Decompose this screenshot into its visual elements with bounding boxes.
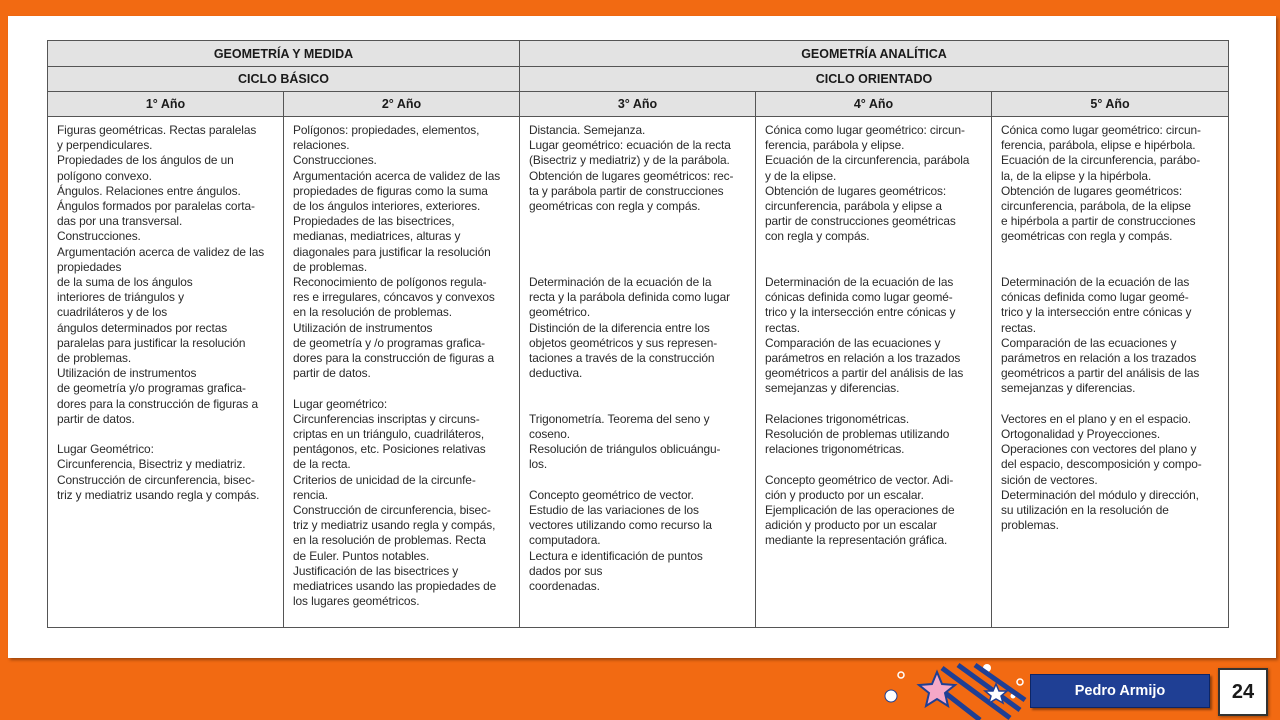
year-header-1: 1° Año: [48, 92, 284, 117]
year-2-content-cell: [284, 117, 520, 628]
cell-text-line: Ejemplicación de las operaciones de: [765, 503, 955, 518]
cell-text-line: geométricos a partir del análisis de las: [1001, 366, 1200, 381]
cell-text-line: Estudio de las variaciones de los: [529, 503, 699, 518]
year-1-content-cell: [48, 117, 284, 628]
cell-text-line: geométrico.: [529, 305, 591, 320]
cell-text-line: ta y parábola partir de construcciones: [529, 183, 724, 198]
cell-text-line: vectores utilizando como recurso la: [529, 518, 712, 533]
cell-text-line: circunferencia, parábola y elipse a: [765, 199, 942, 214]
cell-text-line: de la recta.: [293, 457, 351, 472]
cell-text-line: trico y la intersección entre cónicas y: [1001, 305, 1192, 320]
cell-text-line: Trigonometría. Teorema del seno y: [529, 411, 710, 426]
cell-text-line: partir de datos.: [57, 411, 135, 426]
cell-text-line: partir de datos.: [293, 366, 371, 381]
cell-text-line: Polígonos: propiedades, elementos,: [293, 123, 480, 137]
page-number-box: 24: [1218, 668, 1268, 716]
cell-text-line: coseno.: [529, 427, 570, 442]
cell-text-line: Resolución de triángulos oblicuángu-: [529, 442, 721, 457]
cell-text-line: adición y producto por un escalar: [765, 518, 937, 533]
cell-text-line: Concepto geométrico de vector.: [529, 487, 694, 502]
cell-text-line: parámetros en relación a los trazados: [765, 351, 961, 366]
year-5-content-cell: [992, 117, 1229, 628]
cell-text-line: Construcciones.: [57, 229, 141, 244]
cell-text-line: [529, 381, 749, 396]
cell-text-line: Determinación de la ecuación de las: [765, 275, 954, 290]
year-4-content-cell: [756, 117, 992, 628]
top-border-strip: [0, 0, 1280, 14]
cell-text-line: los.: [529, 457, 548, 472]
cell-text-line: ción y producto por un escalar.: [765, 487, 924, 502]
cell-text-line: en la resolución de problemas. Recta: [293, 533, 486, 548]
blue-stripes: [935, 665, 1025, 720]
cell-text-line: Lugar geométrico:: [293, 396, 388, 411]
cell-text-line: geométricas con regla y compás.: [1001, 229, 1173, 244]
cell-text-line: Comparación de las ecuaciones y: [765, 335, 941, 350]
year-header-2: 2° Año: [284, 92, 520, 117]
cell-text-line: Determinación de la ecuación de las: [1001, 275, 1190, 290]
cell-text-line: con regla y compás.: [765, 229, 870, 244]
year-header-5: 5° Año: [992, 92, 1229, 117]
cell-text-line: coordenadas.: [529, 579, 600, 594]
cell-text-line: polígono convexo.: [57, 168, 152, 183]
cell-text-line: [529, 214, 749, 229]
cell-text-line: Argumentación acerca de validez de las: [57, 244, 265, 259]
cell-text-line: Justificación de las bisectrices y: [293, 563, 459, 578]
cell-text-line: pentágonos, etc. Posiciones relativas: [293, 442, 486, 457]
cell-text-line: ángulos determinados por rectas: [57, 320, 228, 335]
cell-text-line: en la resolución de problemas.: [293, 305, 452, 320]
cell-text-line: [765, 397, 985, 412]
cell-text-line: Reconocimiento de polígonos regula-: [293, 275, 487, 290]
cell-text-line: triz y mediatriz usando regla y compás.: [57, 487, 260, 502]
cell-text-line: Circunferencia, Bisectriz y mediatriz.: [57, 457, 246, 472]
cell-text-line: Construcciones.: [293, 153, 377, 168]
cell-text-line: dores para la construcción de figuras a: [293, 351, 494, 366]
cell-text-line: Construcción de circunferencia, bisec-: [57, 472, 255, 487]
cell-text-line: deductiva.: [529, 366, 583, 381]
cell-text-line: e hipérbola a partir de construcciones: [1001, 214, 1196, 229]
cell-text-line: dados por sus: [529, 563, 603, 578]
cell-text-line: [765, 245, 985, 260]
cell-text-line: Operaciones con vectores del plano y: [1001, 442, 1197, 457]
cell-text-line: ferencia, parábola y elipse.: [765, 138, 905, 153]
cell-text-line: taciones a través de la construcción: [529, 351, 715, 366]
cell-text-line: [57, 427, 277, 442]
cell-text-line: Propiedades de los ángulos de un: [57, 153, 234, 168]
cell-text-line: Lugar Geométrico:: [57, 442, 154, 457]
year-3-content-cell: [520, 117, 756, 628]
header-ciclo-orientado: CICLO ORIENTADO: [520, 67, 1229, 92]
header-ciclo-basico: CICLO BÁSICO: [48, 67, 520, 92]
cell-text-line: rectas.: [765, 320, 800, 335]
pink-star-icon: [919, 672, 955, 706]
cell-text-line: Criterios de unicidad de la circunfe-: [293, 472, 476, 487]
cell-text-line: computadora.: [529, 533, 601, 548]
cell-text-line: interiores de triángulos y: [57, 290, 184, 305]
cell-text-line: problemas.: [1001, 518, 1059, 533]
cell-text-line: Vectores en el plano y en el espacio.: [1001, 411, 1191, 426]
cell-text-line: rencia.: [293, 487, 328, 502]
cell-text-line: sición de vectores.: [1001, 472, 1098, 487]
cell-text-line: Cónica como lugar geométrico: circun-: [1001, 123, 1201, 137]
cell-text-line: das por una transversal.: [57, 214, 183, 229]
cell-text-line: Construcción de circunferencia, bisec-: [293, 503, 491, 518]
header-geometria-medida: GEOMETRÍA Y MEDIDA: [48, 41, 520, 67]
cell-text-line: Utilización de instrumentos: [293, 320, 433, 335]
cell-text-line: Distancia. Semejanza.: [529, 123, 646, 137]
cell-text-line: [529, 473, 749, 488]
cell-text-line: de geometría y/o programas grafica-: [57, 381, 246, 396]
cell-text-line: Ecuación de la circunferencia, parábo-: [1001, 153, 1201, 168]
cell-text-line: [765, 457, 985, 472]
cell-text-line: propiedades de figuras como la suma: [293, 183, 488, 198]
curriculum-table: [47, 40, 1229, 628]
cell-text-line: res e irregulares, cóncavos y convexos: [293, 290, 495, 305]
cell-text-line: de geometría y /o programas grafica-: [293, 335, 486, 350]
cell-text-line: partir de construcciones geométricas: [765, 214, 956, 229]
cell-text-line: (Bisectriz y mediatriz) y de la parábola.: [529, 153, 730, 168]
cell-text-line: Distinción de la diferencia entre los: [529, 320, 710, 335]
cell-text-line: Cónica como lugar geométrico: circun-: [765, 123, 965, 137]
cell-text-line: dores para la construcción de figuras a: [57, 396, 258, 411]
cell-text-line: mediante la representación gráfica.: [765, 533, 948, 548]
cell-text-line: y de la elipse.: [765, 168, 837, 183]
cell-text-line: Argumentación acerca de validez de las: [293, 168, 501, 183]
cell-text-line: su utilización en la resolución de: [1001, 503, 1169, 518]
author-badge: Pedro Armijo: [1030, 674, 1210, 708]
cell-text-line: Obtención de lugares geométricos:: [765, 183, 947, 198]
cell-text-line: mediatrices usando las propiedades de: [293, 579, 497, 594]
cell-text-line: criptas en un triángulo, cuadriláteros,: [293, 427, 485, 442]
cell-text-line: [529, 260, 749, 275]
cell-text-line: medianas, mediatrices, alturas y: [293, 229, 461, 244]
cell-text-line: [529, 245, 749, 260]
cell-text-line: parámetros en relación a los trazados: [1001, 351, 1197, 366]
year-header-4: 4° Año: [756, 92, 992, 117]
cell-text-line: trico y la intersección entre cónicas y: [765, 305, 956, 320]
cell-text-line: y perpendiculares.: [57, 138, 153, 153]
cell-text-line: Determinación del módulo y dirección,: [1001, 487, 1199, 502]
cell-text-line: Ecuación de la circunferencia, parábola: [765, 153, 970, 168]
cell-text-line: Circunferencias inscriptas y circuns-: [293, 411, 480, 426]
cell-text-line: Ángulos formados por paralelas corta-: [57, 199, 255, 214]
cell-text-line: cónicas definida como lugar geomé-: [1001, 290, 1189, 305]
cell-text-line: recta y la parábola definida como lugar: [529, 290, 731, 305]
cell-text-line: Ortogonalidad y Proyecciones.: [1001, 427, 1161, 442]
cell-text-line: de Euler. Puntos notables.: [293, 548, 430, 563]
cell-text-line: geométricas con regla y compás.: [529, 199, 701, 214]
cell-text-line: de los ángulos interiores, exteriores.: [293, 199, 481, 214]
cell-text-line: diagonales para justificar la resolución: [293, 244, 491, 259]
cell-text-line: la, de la elipse y la hipérbola.: [1001, 168, 1152, 183]
cell-text-line: de problemas.: [293, 259, 368, 274]
cell-text-line: cuadriláteros y de los: [57, 305, 168, 320]
year-header-3: 3° Año: [520, 92, 756, 117]
cell-text-line: paralelas para justificar la resolución: [57, 335, 246, 350]
cell-text-line: [1001, 245, 1222, 260]
cell-text-line: Obtención de lugares geométricos: rec-: [529, 168, 734, 183]
cell-text-line: Figuras geométricas. Rectas paralelas: [57, 123, 257, 137]
cell-text-line: Obtención de lugares geométricos:: [1001, 183, 1183, 198]
cell-text-line: Concepto geométrico de vector. Adi-: [765, 472, 954, 487]
cell-text-line: relaciones.: [293, 138, 350, 153]
cell-text-line: Relaciones trigonométricas.: [765, 411, 910, 426]
cell-text-line: relaciones trigonométricas.: [765, 442, 905, 457]
cell-text-line: Lectura e identificación de puntos: [529, 548, 703, 563]
cell-text-line: circunferencia, parábola, de la elipse: [1001, 199, 1191, 214]
cell-text-line: rectas.: [1001, 320, 1036, 335]
cell-text-line: los lugares geométricos.: [293, 594, 420, 609]
header-geometria-analitica: GEOMETRÍA ANALÍTICA: [520, 41, 1229, 67]
cell-text-line: Resolución de problemas utilizando: [765, 427, 950, 442]
cell-text-line: Comparación de las ecuaciones y: [1001, 335, 1177, 350]
cell-text-line: semejanzas y diferencias.: [1001, 381, 1136, 396]
cell-text-line: geométricos a partir del análisis de las: [765, 366, 964, 381]
cell-text-line: cónicas definida como lugar geomé-: [765, 290, 953, 305]
cell-text-line: propiedades: [57, 259, 122, 274]
cell-text-line: triz y mediatriz usando regla y compás,: [293, 518, 496, 533]
cell-text-line: [293, 381, 513, 396]
cell-text-line: de problemas.: [57, 351, 132, 366]
cell-text-line: Propiedades de las bisectrices,: [293, 214, 455, 229]
cell-text-line: [765, 260, 985, 275]
cell-text-line: [529, 229, 749, 244]
cell-text-line: [1001, 260, 1222, 275]
cell-text-line: Utilización de instrumentos: [57, 366, 197, 381]
cell-text-line: del espacio, descomposición y compo-: [1001, 457, 1202, 472]
cell-text-line: Lugar geométrico: ecuación de la recta: [529, 138, 731, 153]
star-logo-decoration: [880, 660, 1030, 720]
cell-text-line: [529, 397, 749, 412]
cell-text-line: [1001, 397, 1222, 412]
cell-text-line: de la suma de los ángulos: [57, 275, 193, 290]
cell-text-line: objetos geométricos y sus represen-: [529, 335, 718, 350]
cell-text-line: semejanzas y diferencias.: [765, 381, 900, 396]
cell-text-line: Ángulos. Relaciones entre ángulos.: [57, 183, 241, 198]
cell-text-line: ferencia, parábola, elipse e hipérbola.: [1001, 138, 1196, 153]
cell-text-line: Determinación de la ecuación de la: [529, 275, 712, 290]
